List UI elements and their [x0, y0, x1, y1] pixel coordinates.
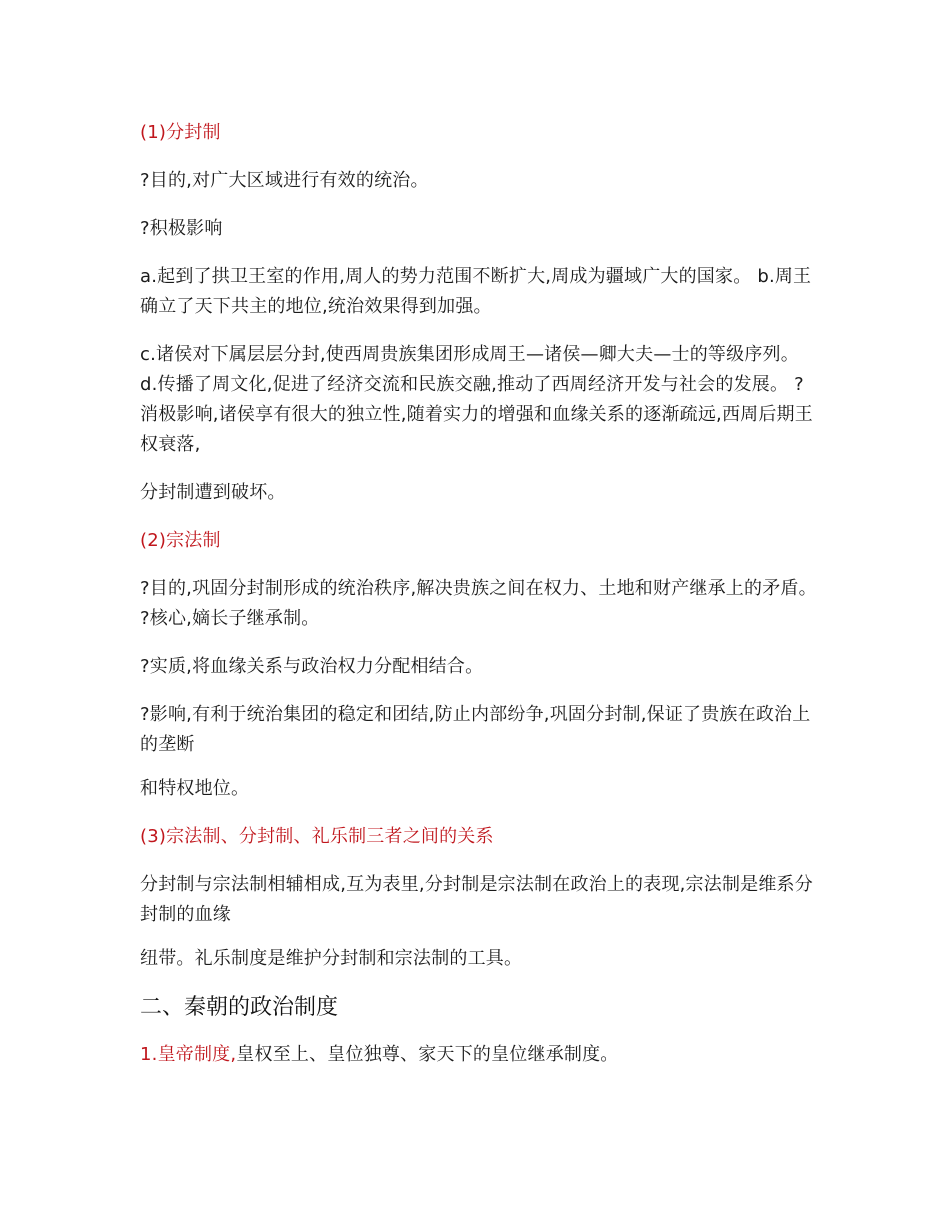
emperor-system-label: 1.皇帝制度, [140, 1044, 237, 1065]
paragraph-impact-cd: c.诸侯对下属层层分封,使西周贵族集团形成周王—诸侯—卿大夫—士的等级序列。 d.传播了周文化,促进了经济交流和民族交融,推动了西周经济开发与社会的发展。 ?消极影响,诸侯享有很大的独立性,随着实力的增强和血缘关系的逐渐疏远,西周后期王权衰落, [140, 344, 813, 455]
section-heading-relation: (3)宗法制、分封制、礼乐制三者之间的关系 [140, 826, 494, 847]
paragraph-destroyed: 分封制遭到破坏。 [140, 482, 286, 503]
paragraph-zongfa-impact: ?影响,有利于统治集团的稳定和团结,防止内部纷争,巩固分封制,保证了贵族在政治上的垄断 [140, 704, 811, 755]
paragraph-purpose: ?目的,对广大区域进行有效的统治。 [140, 170, 429, 191]
paragraph-impact-ab: a.起到了拱卫王室的作用,周人的势力范围不断扩大,周成为疆域广大的国家。 b.周王确立了天下共主的地位,统治效果得到加强。 [140, 266, 812, 317]
chapter-heading-qin: 二、秦朝的政治制度 [140, 995, 339, 1020]
section-heading-fenfeng: (1)分封制 [140, 122, 221, 143]
paragraph-emperor-system [140, 1040, 820, 1070]
paragraph-relation: 分封制与宗法制相辅相成,互为表里,分封制是宗法制在政治上的表现,宗法制是维系分封制的血缘 [140, 874, 813, 925]
emperor-system-text: 皇权至上、皇位独尊、家天下的皇位继承制度。 [236, 1044, 619, 1065]
paragraph-privilege: 和特权地位。 [140, 778, 250, 799]
document-page [140, 118, 820, 1088]
section-heading-zongfa: (2)宗法制 [140, 530, 221, 551]
paragraph-positive-impact: ?积极影响 [140, 218, 223, 239]
paragraph-zongfa-essence: ?实质,将血缘关系与政治权力分配相结合。 [140, 656, 484, 677]
paragraph-ritual-tool: 纽带。礼乐制度是维护分封制和宗法制的工具。 [140, 948, 523, 969]
paragraph-zongfa-purpose: ?目的,巩固分封制形成的统治秩序,解决贵族之间在权力、土地和财产继承上的矛盾。 ?核心,嫡长子继承制。 [140, 578, 817, 629]
